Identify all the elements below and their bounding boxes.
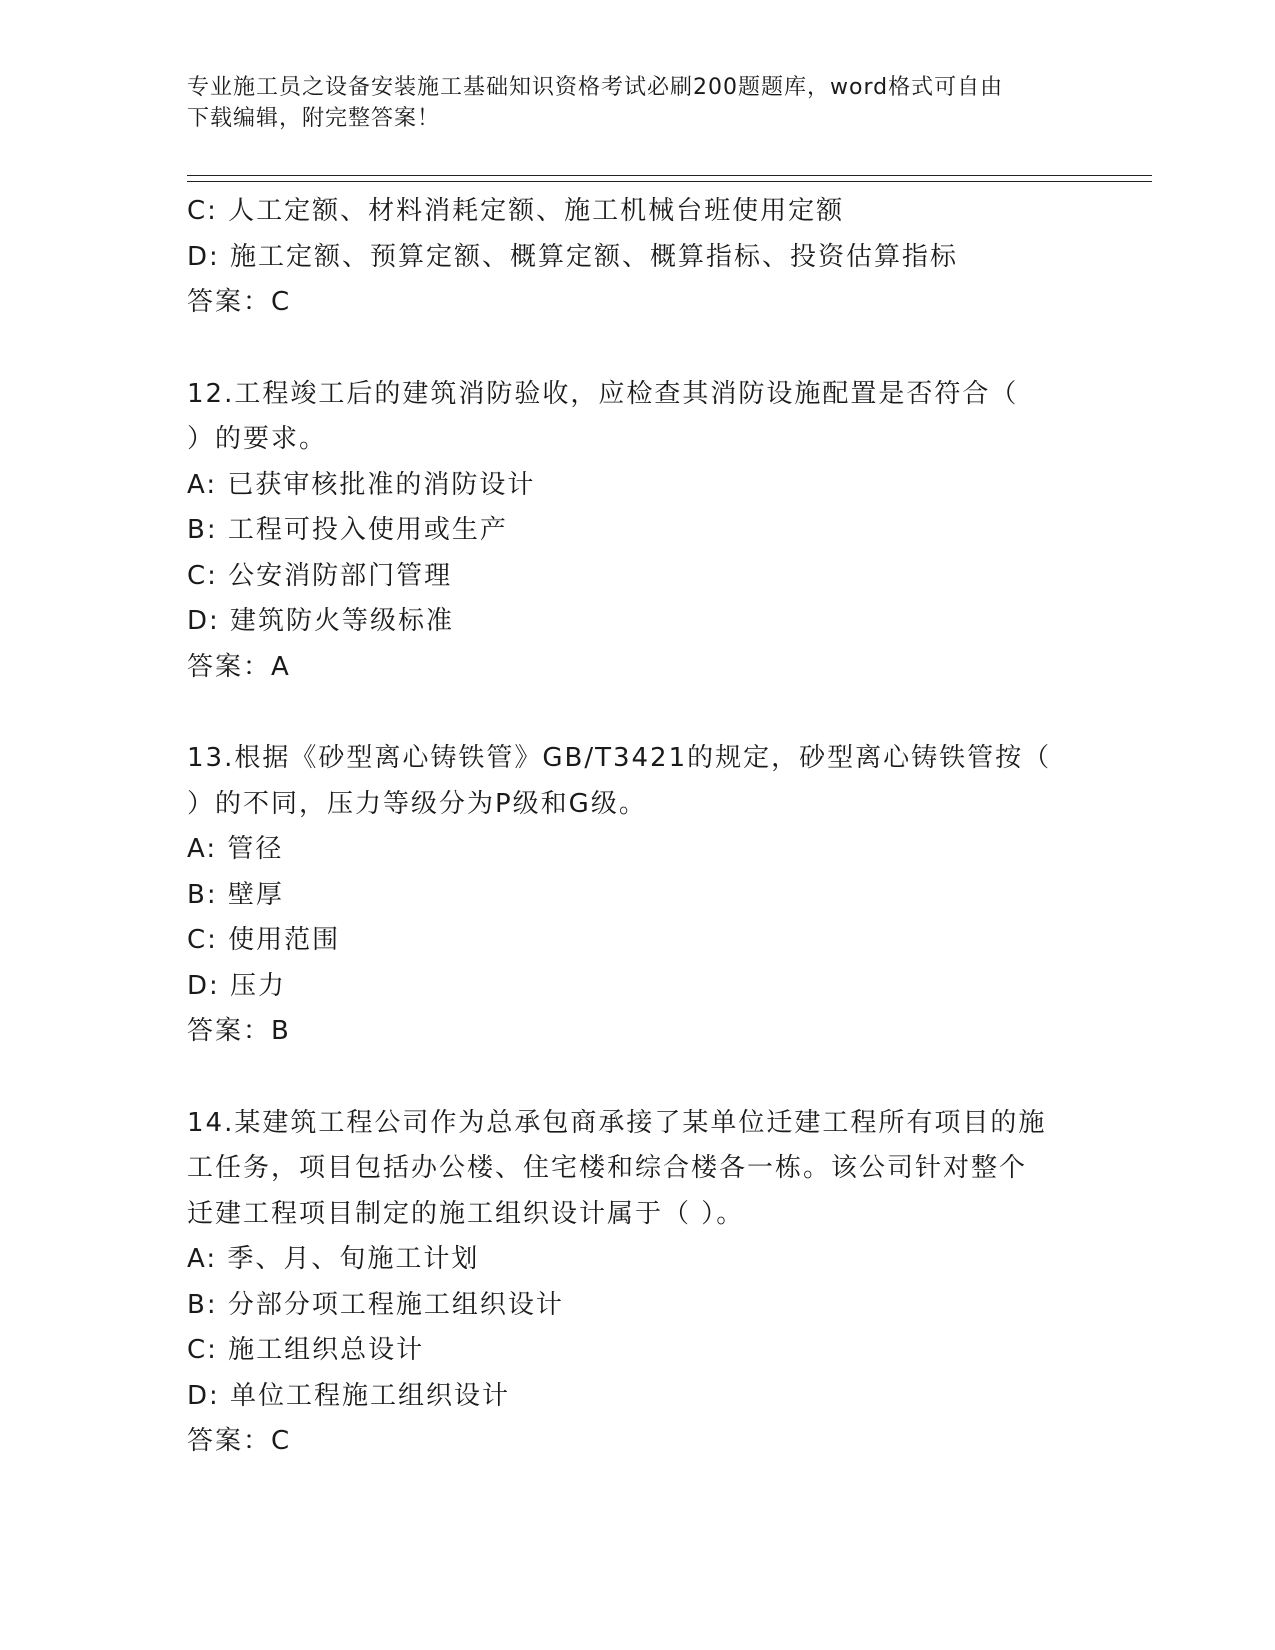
question-line: 迁建工程项目制定的施工组织设计属于（ ）。 bbox=[187, 1198, 745, 1229]
question-line: 工任务，项目包括办公楼、住宅楼和综合楼各一栋。该公司针对整个 bbox=[187, 1153, 1028, 1183]
option-b: B: 分部分项工程施工组织设计 bbox=[187, 1289, 564, 1320]
answer: 答案：C bbox=[187, 287, 292, 317]
question-14 bbox=[187, 1101, 1087, 1465]
option-b: B: 工程可投入使用或生产 bbox=[187, 515, 508, 545]
question-list bbox=[187, 189, 1087, 1465]
option-d: D: 施工定额、预算定额、概算定额、概算指标、投资估算指标 bbox=[187, 241, 959, 272]
option-c: C: 人工定额、材料消耗定额、施工机械台班使用定额 bbox=[187, 196, 845, 226]
option-a: A: 季、月、旬施工计划 bbox=[187, 1244, 480, 1274]
answer: 答案：A bbox=[187, 651, 291, 682]
question-line: ）的要求。 bbox=[187, 424, 328, 454]
option-a: A: 管径 bbox=[187, 834, 284, 864]
option-a: A: 已获审核批准的消防设计 bbox=[187, 469, 536, 500]
question-13 bbox=[187, 736, 1087, 1055]
spacer bbox=[187, 690, 1087, 736]
question-line: ）的不同，压力等级分为P级和G级。 bbox=[187, 788, 647, 819]
question-text bbox=[187, 372, 1087, 463]
header-line-1: 专业施工员之设备安装施工基础知识资格考试必刷200题题库，word格式可自由 bbox=[187, 75, 1004, 100]
header-rule-bottom bbox=[187, 181, 1152, 182]
answer: 答案：B bbox=[187, 1016, 291, 1046]
spacer bbox=[187, 326, 1087, 372]
question-line: 12.工程竣工后的建筑消防验收，应检查其消防设施配置是否符合（ bbox=[187, 378, 1019, 409]
question-11-tail bbox=[187, 189, 1087, 326]
option-b: B: 壁厚 bbox=[187, 879, 284, 910]
question-line: 13.根据《砂型离心铸铁管》GB/T3421的规定，砂型离心铸铁管按（ bbox=[187, 743, 1052, 773]
header-line-2: 下载编辑，附完整答案！ bbox=[187, 106, 441, 131]
question-text bbox=[187, 736, 1087, 827]
option-c: C: 公安消防部门管理 bbox=[187, 560, 453, 591]
option-c: C: 施工组织总设计 bbox=[187, 1335, 425, 1365]
answer: 答案：C bbox=[187, 1426, 292, 1456]
question-line: 14.某建筑工程公司作为总承包商承接了某单位迁建工程所有项目的施 bbox=[187, 1107, 1047, 1138]
option-d: D: 单位工程施工组织设计 bbox=[187, 1380, 511, 1411]
option-d: D: 压力 bbox=[187, 970, 287, 1001]
spacer bbox=[187, 1055, 1087, 1101]
question-12 bbox=[187, 372, 1087, 691]
option-c: C: 使用范围 bbox=[187, 925, 341, 955]
document-header bbox=[187, 72, 1087, 134]
option-d: D: 建筑防火等级标准 bbox=[187, 606, 455, 636]
question-text bbox=[187, 1101, 1087, 1238]
header-rule-top bbox=[187, 175, 1152, 176]
